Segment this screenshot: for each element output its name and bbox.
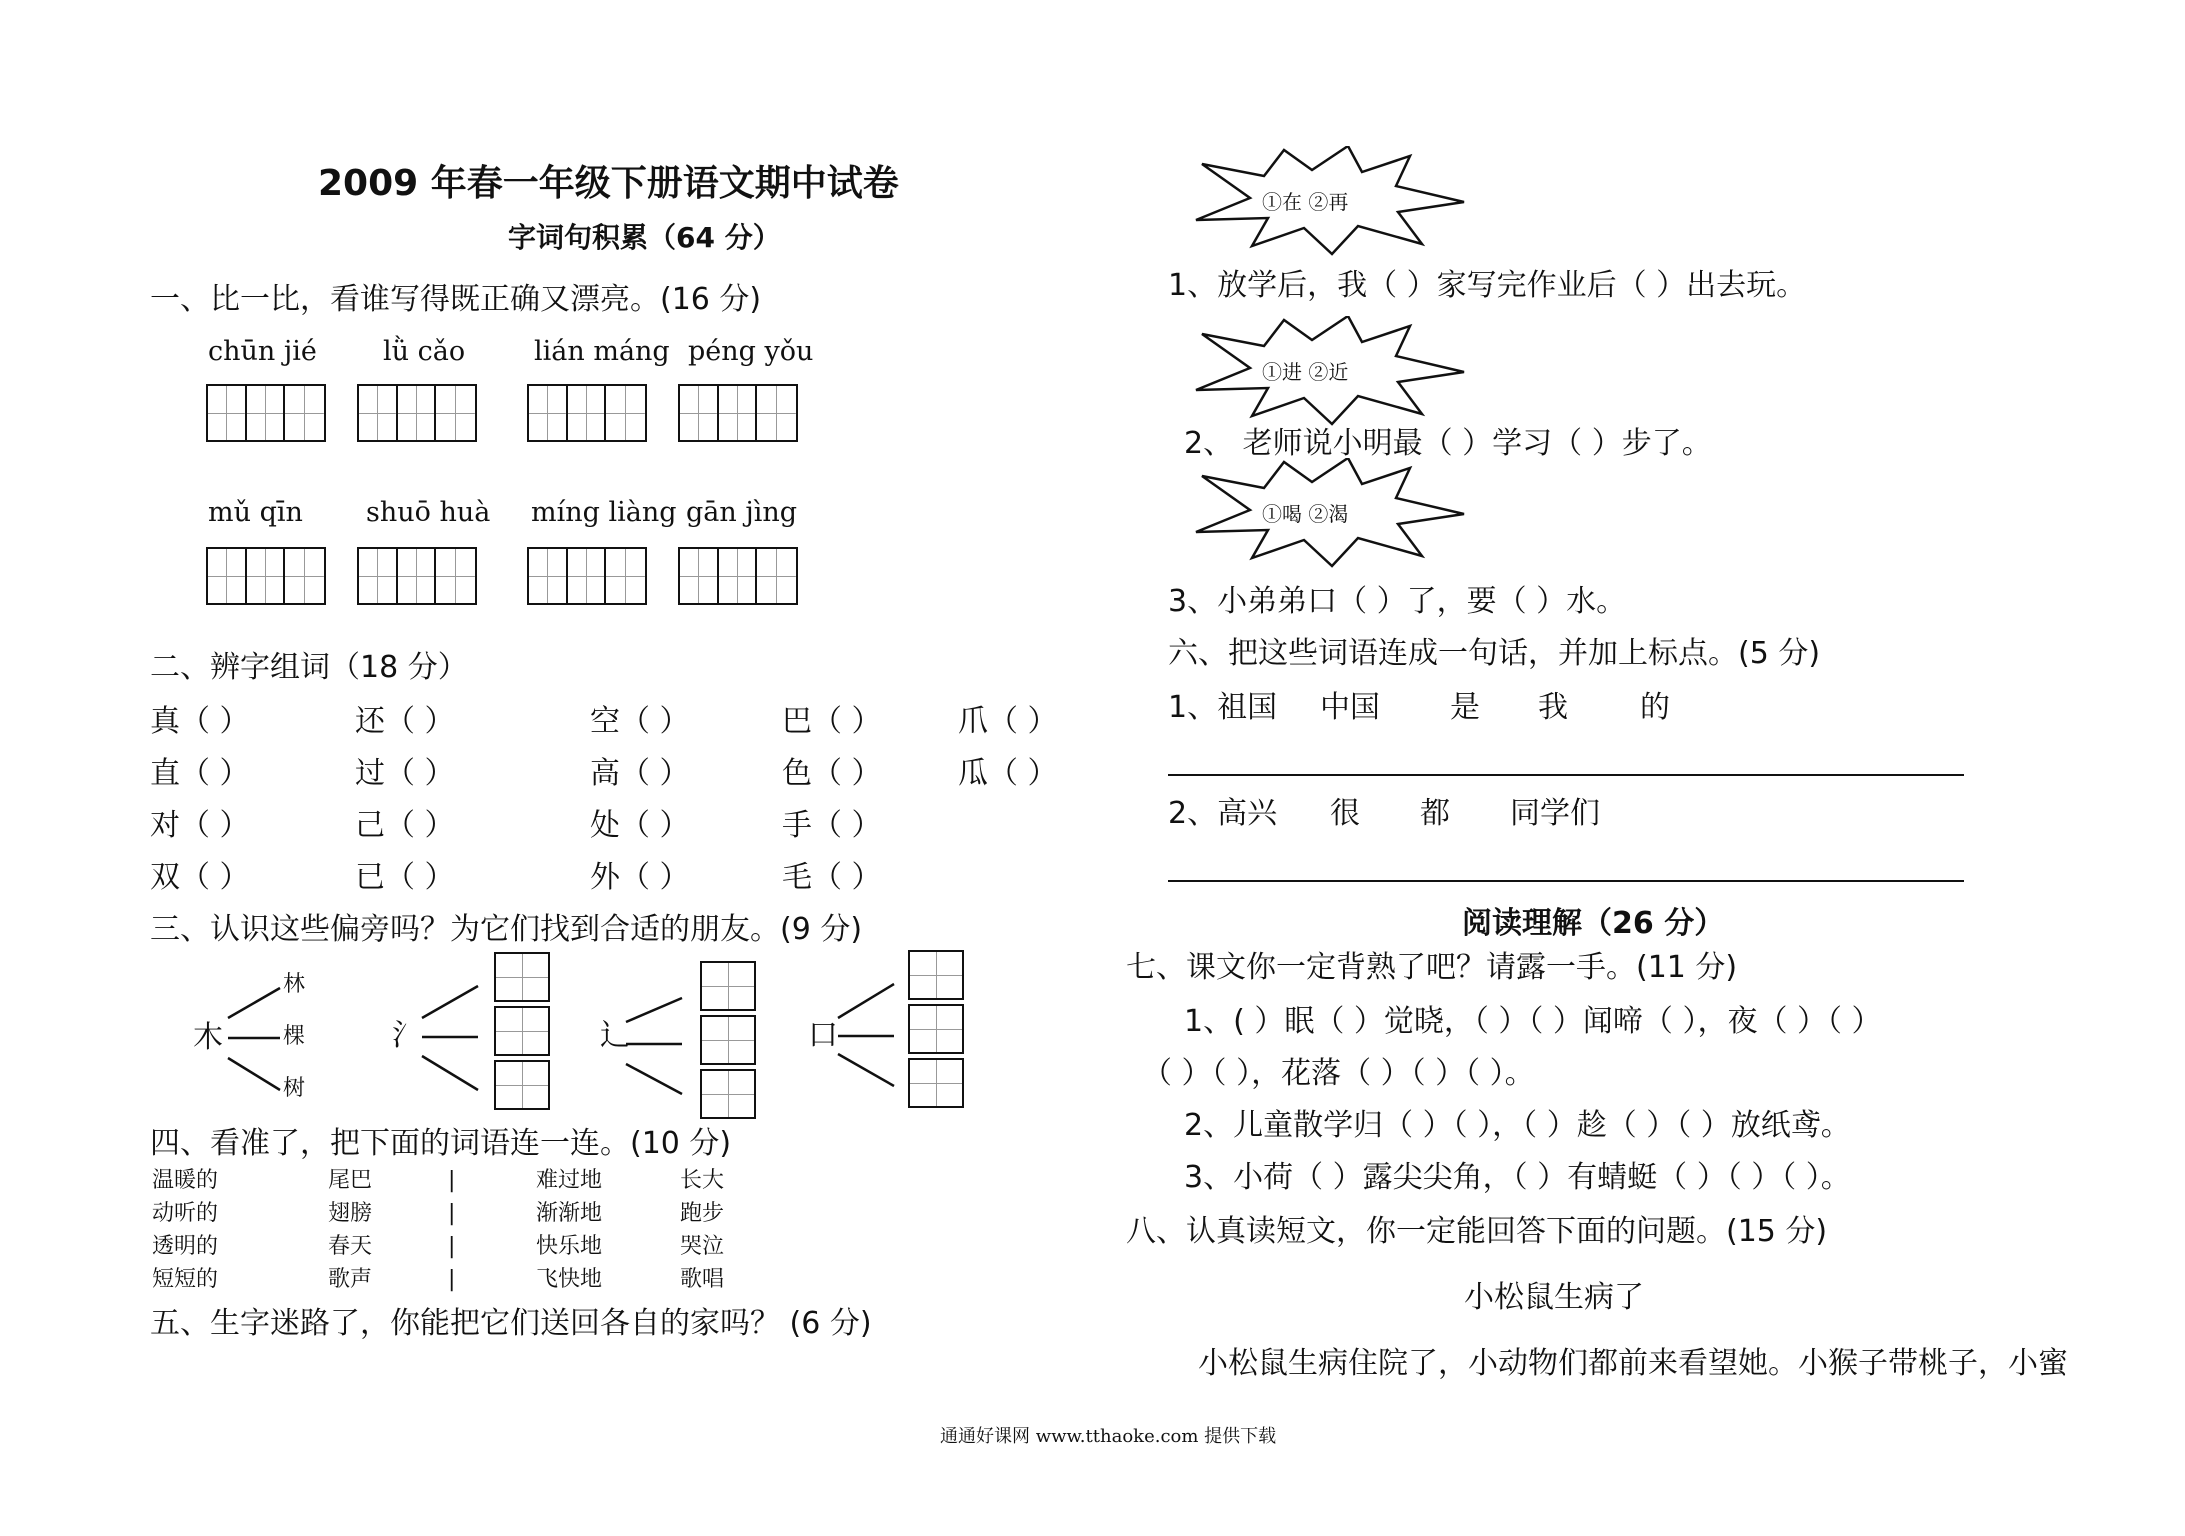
radical: 氵	[392, 1018, 422, 1053]
poem-line[interactable]: 3、小荷（ ）露尖尖角，（ ）有蜻蜓（ ）（ ）（ ）。	[1184, 1160, 1851, 1195]
answer-box[interactable]	[700, 1015, 756, 1065]
word-blank[interactable]: 爪（ ）	[958, 704, 1058, 739]
page-title: 2009 年春一年级下册语文期中试卷	[318, 163, 899, 204]
word-item: 哭泣	[680, 1234, 725, 1259]
word-chip: 我	[1538, 690, 1568, 725]
word-item: 尾巴	[328, 1168, 373, 1193]
q7-heading: 七、课文你一定背熟了吧？请露一手。(11 分)	[1126, 950, 1738, 985]
q3-heading: 三、认识这些偏旁吗？为它们找到合适的朋友。(9 分)	[150, 912, 863, 947]
writing-grid[interactable]	[357, 547, 477, 605]
star-label: ①喝 ②渴	[1262, 502, 1349, 526]
word-blank[interactable]: 还（ ）	[355, 704, 455, 739]
fill-sentence[interactable]: 1、放学后，我（ ）家写完作业后（ ）出去玩。	[1168, 268, 1807, 303]
answer-box[interactable]	[700, 961, 756, 1011]
word-item: 春天	[328, 1234, 373, 1259]
q6-heading: 六、把这些词语连成一句话，并加上标点。(5 分)	[1168, 636, 1821, 671]
word-item: 短短的	[152, 1267, 219, 1292]
word-blank[interactable]: 直（ ）	[150, 756, 250, 791]
answer-box[interactable]	[908, 1058, 964, 1108]
writing-grid[interactable]	[206, 384, 326, 442]
separator: |	[448, 1234, 456, 1259]
word-chip: 很	[1330, 796, 1360, 831]
poem-line[interactable]: 1、( ）眠（ ）觉晓，（ ）（ ）闻啼（ ），夜（ ）（ ）	[1184, 1004, 1882, 1039]
q5-heading: 五、生字迷路了，你能把它们送回各自的家吗？ (6 分)	[150, 1306, 872, 1341]
q2-heading: 二、辨字组词（18 分）	[150, 650, 468, 685]
word-chip: 中国	[1320, 690, 1380, 725]
word-item: 歌声	[328, 1267, 373, 1292]
word-blank[interactable]: 色（ ）	[782, 756, 882, 791]
writing-grid[interactable]	[357, 384, 477, 442]
word-item: 跑步	[680, 1201, 725, 1226]
pinyin: míng liàng	[531, 497, 677, 528]
word-item: 歌唱	[680, 1267, 725, 1292]
word-chip: 是	[1450, 690, 1480, 725]
word-blank[interactable]: 已（ ）	[355, 860, 455, 895]
word-chip: 的	[1640, 690, 1670, 725]
answer-line[interactable]	[1168, 774, 1964, 776]
answer-box[interactable]	[700, 1069, 756, 1119]
word-item: 长大	[680, 1168, 725, 1193]
word-blank[interactable]: 巴（ ）	[782, 704, 882, 739]
radical: 口	[808, 1018, 838, 1053]
writing-grid[interactable]	[678, 384, 798, 442]
word-item: 飞快地	[536, 1267, 603, 1292]
word-blank[interactable]: 己（ ）	[355, 808, 455, 843]
q1-heading: 一、比一比，看谁写得既正确又漂亮。(16 分)	[150, 282, 762, 317]
pinyin: mǔ qīn	[208, 497, 303, 528]
word-item: 动听的	[152, 1201, 219, 1226]
section-title-reading: 阅读理解（26 分）	[1462, 906, 1725, 941]
fill-sentence[interactable]: 2、 老师说小明最（ ）学习（ ）步了。	[1184, 426, 1712, 461]
example-word: 树	[283, 1076, 306, 1101]
word-blank[interactable]: 对（ ）	[150, 808, 250, 843]
pinyin: lián máng	[534, 336, 670, 367]
word-chip: 同学们	[1510, 796, 1600, 831]
example-word: 棵	[283, 1024, 306, 1049]
word-blank[interactable]: 双（ ）	[150, 860, 250, 895]
word-blank[interactable]: 处（ ）	[590, 808, 690, 843]
word-blank[interactable]: 手（ ）	[782, 808, 882, 843]
pinyin: péng yǒu	[688, 336, 814, 367]
word-blank[interactable]: 外（ ）	[590, 860, 690, 895]
example-word: 林	[283, 972, 306, 997]
answer-line[interactable]	[1168, 880, 1964, 882]
answer-box[interactable]	[908, 1004, 964, 1054]
writing-grid[interactable]	[678, 547, 798, 605]
answer-box[interactable]	[494, 952, 550, 1002]
star-label: ①进 ②近	[1262, 360, 1349, 384]
word-item: 翅膀	[328, 1201, 373, 1226]
poem-line[interactable]: （ ）（ ），花落（ ）（ ）（ ）。	[1142, 1056, 1535, 1091]
footer-text: 通通好课网 www.tthaoke.com 提供下载	[940, 1426, 1277, 1447]
word-item: 快乐地	[536, 1234, 603, 1259]
answer-box[interactable]	[494, 1006, 550, 1056]
word-blank[interactable]: 瓜（ ）	[958, 756, 1058, 791]
poem-line[interactable]: 2、儿童散学归（ ）（ ），（ ）趁（ ）（ ）放纸鸢。	[1184, 1108, 1851, 1143]
pinyin: chūn jié	[208, 336, 317, 367]
separator: |	[448, 1267, 456, 1292]
word-blank[interactable]: 毛（ ）	[782, 860, 882, 895]
separator: |	[448, 1168, 456, 1193]
word-chip: 都	[1420, 796, 1450, 831]
word-chip: 2、高兴	[1168, 796, 1278, 831]
pinyin: gān jìng	[686, 497, 798, 528]
fill-sentence[interactable]: 3、小弟弟口（ ）了，要（ ）水。	[1168, 584, 1627, 619]
word-item: 透明的	[152, 1234, 219, 1259]
q4-heading: 四、看准了，把下面的词语连一连。(10 分)	[150, 1126, 732, 1161]
answer-box[interactable]	[908, 950, 964, 1000]
separator: |	[448, 1201, 456, 1226]
word-blank[interactable]: 空（ ）	[590, 704, 690, 739]
radical: 辶	[600, 1018, 630, 1053]
word-blank[interactable]: 过（ ）	[355, 756, 455, 791]
word-item: 渐渐地	[536, 1201, 603, 1226]
word-item: 温暖的	[152, 1168, 219, 1193]
q8-heading: 八、认真读短文，你一定能回答下面的问题。(15 分)	[1126, 1214, 1828, 1249]
word-item: 难过地	[536, 1168, 603, 1193]
story-title: 小松鼠生病了	[1464, 1280, 1644, 1315]
writing-grid[interactable]	[206, 547, 326, 605]
pinyin: lǜ cǎo	[383, 336, 466, 367]
radical-example: 木	[193, 1020, 223, 1055]
word-chip: 1、祖国	[1168, 690, 1278, 725]
writing-grid[interactable]	[527, 547, 647, 605]
word-blank[interactable]: 真（ ）	[150, 704, 250, 739]
pinyin: shuō huà	[366, 497, 491, 528]
writing-grid[interactable]	[527, 384, 647, 442]
star-label: ①在 ②再	[1262, 190, 1349, 214]
story-text: 小松鼠生病住院了，小动物们都前来看望她。小猴子带桃子，小蜜	[1198, 1346, 2068, 1381]
answer-box[interactable]	[494, 1060, 550, 1110]
section-title-vocab: 字词句积累（64 分）	[508, 221, 781, 254]
word-blank[interactable]: 高（ ）	[590, 756, 690, 791]
